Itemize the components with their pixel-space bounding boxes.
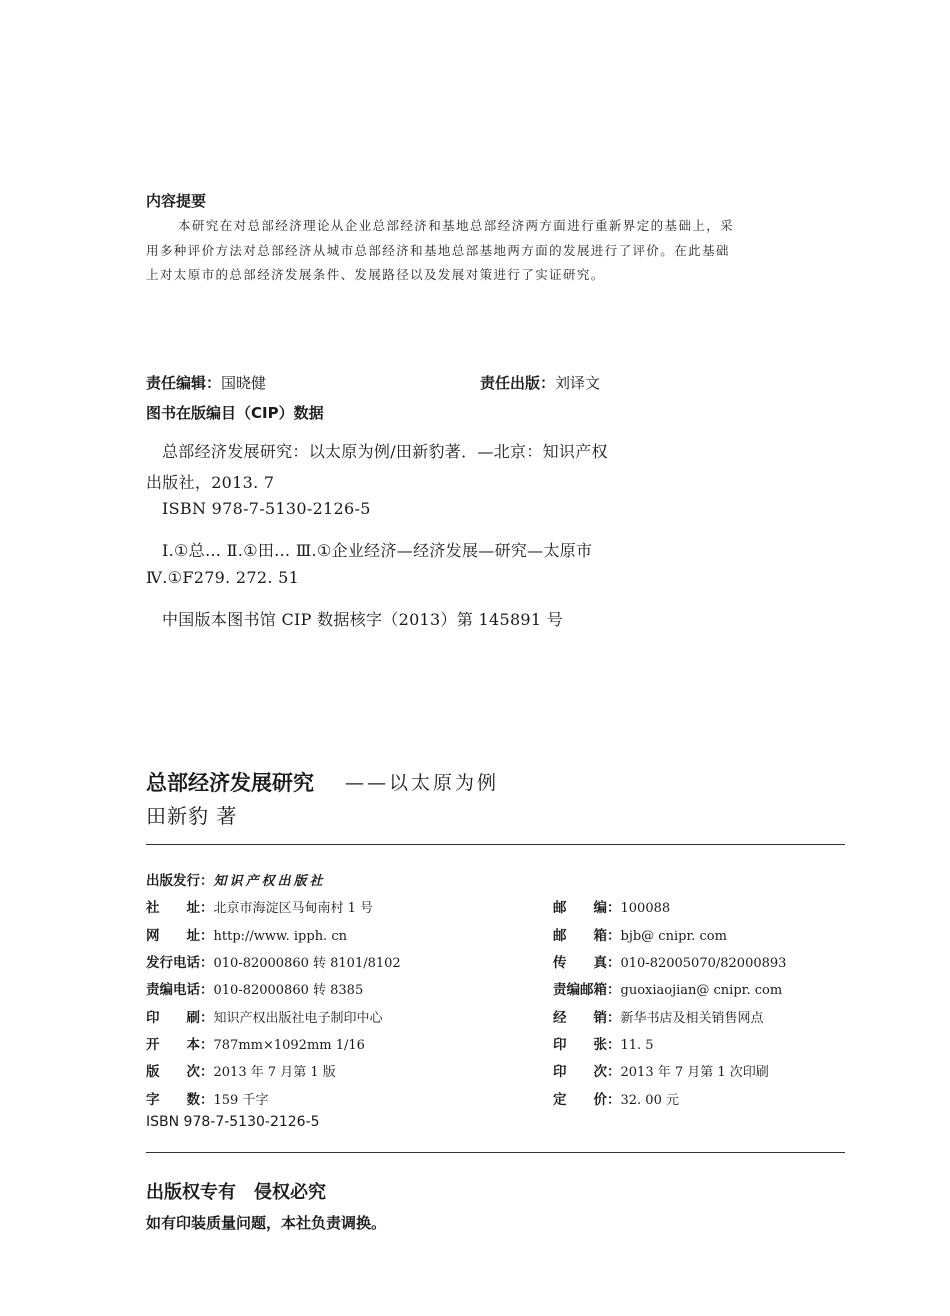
info-row [146,951,401,971]
info-label: 印 次： [553,1064,621,1080]
cip-isbn: ISBN 978-7-5130-2126-5 [162,499,371,518]
summary-line: 用多种评价方法对总部经济从城市总部经济和基地总部基地两方面的发展进行了评价。在此基础 [146,243,730,258]
cip-heading: 图书在版编目（CIP）数据 [146,404,324,422]
info-value: 新华书店及相关销售网点 [620,1011,764,1026]
info-label: 定 价： [553,1092,621,1108]
info-value: guoxiaojian@ cnipr. com [620,983,783,998]
isbn: ISBN 978-7-5130-2126-5 [146,1114,320,1130]
info-label: 邮 箱： [553,928,621,944]
info-row [146,924,347,944]
info-value: 100088 [620,901,671,916]
info-row [553,896,670,916]
info-row [146,1060,336,1080]
info-label: 传 真： [553,955,621,971]
summary-title: 内容提要 [146,192,207,210]
info-row [553,1060,769,1080]
book-author: 田新豹 著 [146,804,238,828]
info-value: 知识产权出版社电子制印中心 [213,1011,383,1026]
info-value: 32. 00 元 [620,1093,679,1108]
info-value: 2013 年 7 月第 1 版 [213,1065,336,1080]
summary-line: 上对太原市的总部经济发展条件、发展路径以及发展对策进行了实证研究。 [146,267,605,282]
info-row [146,1006,383,1026]
info-row [146,1033,365,1053]
distributor [146,869,326,889]
book-subtitle: ——以太原为例 [345,772,500,794]
info-label: 责编邮箱： [553,982,621,998]
info-label: 社 址： [146,900,214,916]
info-value: 010-82000860 转 8385 [213,983,364,998]
divider [146,844,845,845]
info-row [553,1033,654,1053]
info-label: 发行电话： [146,955,214,971]
responsible-editor [146,372,266,393]
info-row [553,924,727,944]
book-title: 总部经济发展研究 [146,771,314,795]
info-value: 北京市海淀区马甸南村 1 号 [213,901,374,916]
responsible-publisher-label: 责任出版： [480,374,556,392]
info-value: 010-82000860 转 8101/8102 [213,956,401,971]
info-value: http://www. ipph. cn [213,929,347,944]
info-label: 开 本： [146,1037,214,1053]
info-label: 字 数： [146,1092,214,1108]
cip-number: 中国版本图书馆 CIP 数据核字（2013）第 145891 号 [162,610,564,629]
cip-line: 总部经济发展研究：以太原为例/田新豹著．—北京：知识产权 [162,442,608,461]
info-value: 159 千字 [213,1093,269,1108]
info-value: 787mm×1092mm 1/16 [213,1038,365,1053]
info-label: 印 张： [553,1037,621,1053]
info-row [553,978,782,998]
info-row [146,978,363,998]
cip-line: Ⅳ.①F279. 272. 51 [146,568,300,587]
cip-line: 出版社，2013. 7 [146,473,275,492]
responsible-publisher [480,372,600,393]
info-value: 2013 年 7 月第 1 次印刷 [620,1065,769,1080]
divider [146,1152,845,1153]
copyright-notice: 出版权专有 侵权必究 [146,1182,326,1203]
responsible-publisher-value: 刘译文 [555,374,601,392]
cip-line: Ⅰ.①总… Ⅱ.①田… Ⅲ.①企业经济—经济发展—研究—太原市 [162,541,593,560]
summary-line: 本研究在对总部经济理论从企业总部经济和基地总部经济两方面进行重新界定的基础上，采 [178,218,735,233]
distributor-label: 出版发行： [146,873,214,889]
info-label: 网 址： [146,928,214,944]
info-row [553,1006,764,1026]
info-value: 11. 5 [620,1038,654,1053]
responsible-editor-value: 国晓健 [221,374,267,392]
info-value: 010-82005070/82000893 [620,956,787,971]
info-label: 邮 编： [553,900,621,916]
info-label: 版 次： [146,1064,214,1080]
info-value: bjb@ cnipr. com [620,929,727,944]
info-label: 责编电话： [146,982,214,998]
distributor-name: 知识产权出版社 [213,874,326,889]
info-row [146,896,373,916]
info-row [553,1088,679,1108]
info-row [146,1088,268,1108]
info-label: 印 刷： [146,1010,214,1026]
info-row [553,951,786,971]
responsible-editor-label: 责任编辑： [146,374,222,392]
quality-notice: 如有印装质量问题，本社负责调换。 [146,1214,387,1232]
info-label: 经 销： [553,1010,621,1026]
